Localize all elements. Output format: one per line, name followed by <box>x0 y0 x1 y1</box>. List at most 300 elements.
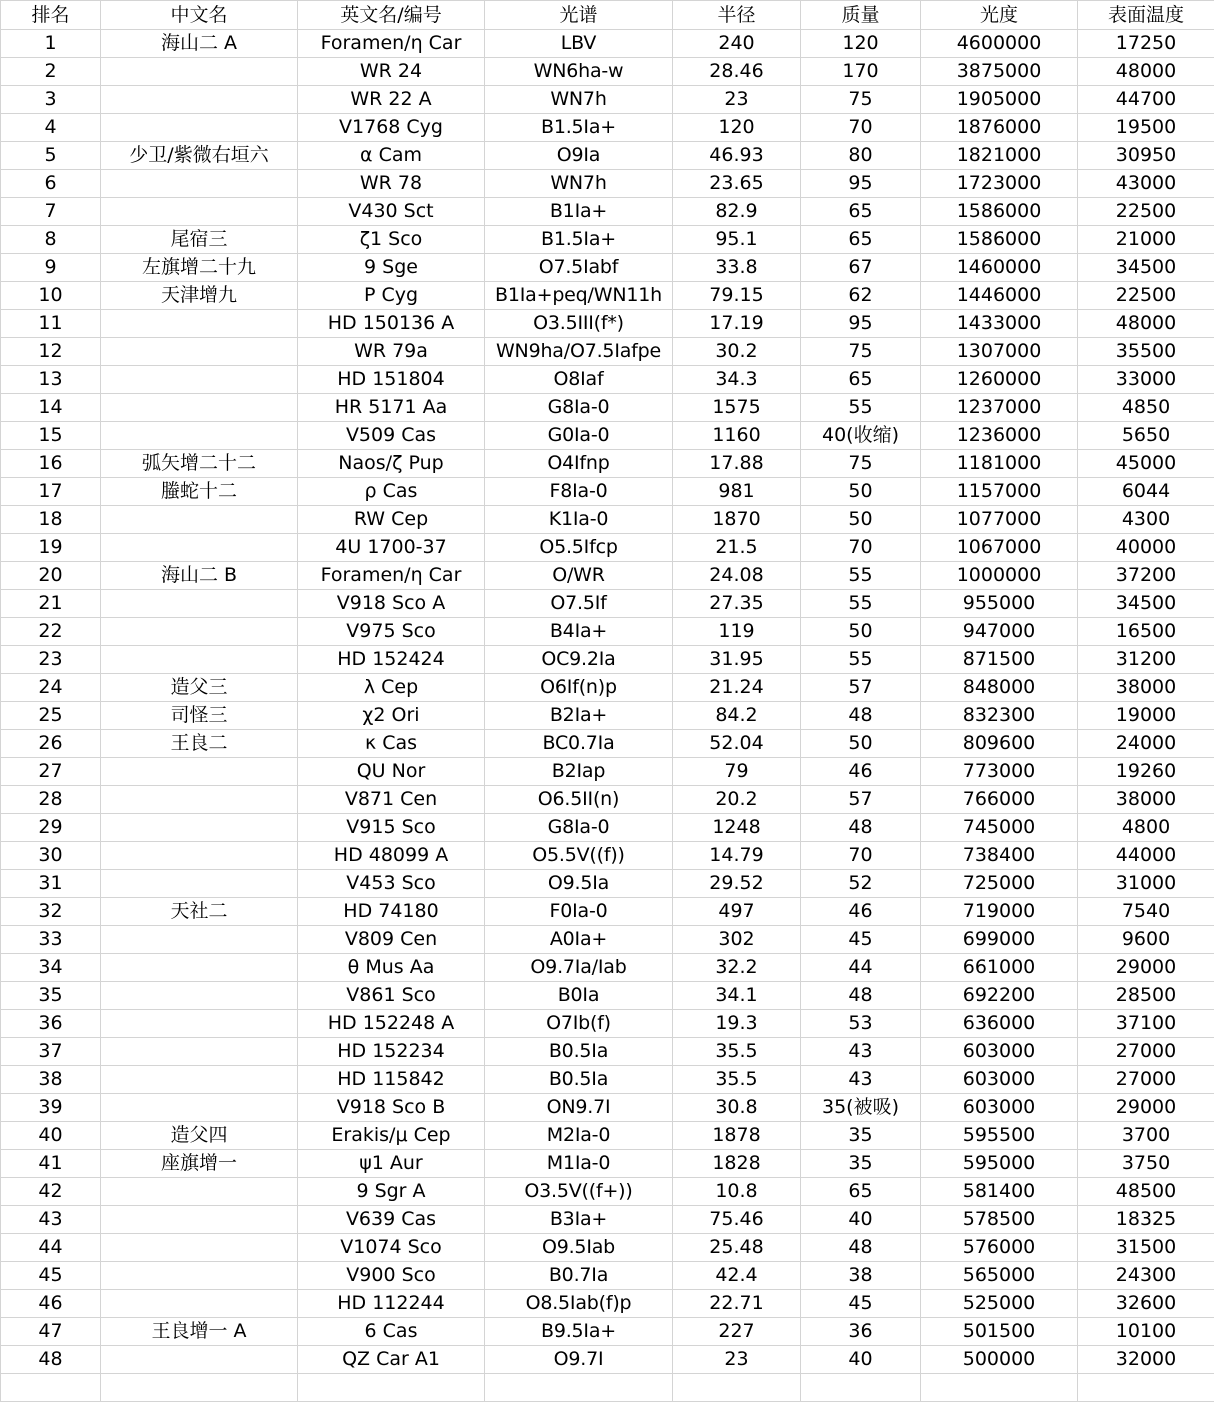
chinese-name-cell[interactable] <box>101 422 298 450</box>
header-chinese-name[interactable]: 中文名 <box>101 1 298 30</box>
luminosity-cell[interactable]: 955000 <box>921 590 1078 618</box>
temperature-cell[interactable]: 4800 <box>1078 814 1214 842</box>
mass-cell[interactable]: 35(被吸) <box>801 1094 921 1122</box>
luminosity-cell[interactable]: 1067000 <box>921 534 1078 562</box>
english-name-cell[interactable]: V918 Sco B <box>298 1094 485 1122</box>
english-name-cell[interactable]: V975 Sco <box>298 618 485 646</box>
chinese-name-cell[interactable] <box>101 394 298 422</box>
rank-cell[interactable]: 15 <box>1 422 101 450</box>
mass-cell[interactable]: 50 <box>801 478 921 506</box>
spectrum-cell[interactable]: G0Ia-0 <box>485 422 673 450</box>
rank-cell[interactable]: 30 <box>1 842 101 870</box>
chinese-name-cell[interactable] <box>101 1178 298 1206</box>
spectrum-cell[interactable]: O7.5Iabf <box>485 254 673 282</box>
mass-cell[interactable]: 43 <box>801 1038 921 1066</box>
rank-cell[interactable]: 8 <box>1 226 101 254</box>
luminosity-cell[interactable]: 766000 <box>921 786 1078 814</box>
chinese-name-cell[interactable]: 少卫/紫微右垣六 <box>101 142 298 170</box>
chinese-name-cell[interactable] <box>101 1010 298 1038</box>
chinese-name-cell[interactable] <box>101 366 298 394</box>
chinese-name-cell[interactable]: 左旗增二十九 <box>101 254 298 282</box>
rank-cell[interactable]: 34 <box>1 954 101 982</box>
mass-cell[interactable]: 55 <box>801 562 921 590</box>
rank-cell[interactable]: 33 <box>1 926 101 954</box>
luminosity-cell[interactable]: 595000 <box>921 1150 1078 1178</box>
spectrum-cell[interactable]: O9.5Ia <box>485 870 673 898</box>
english-name-cell[interactable]: HD 112244 <box>298 1290 485 1318</box>
radius-cell[interactable]: 240 <box>673 30 801 58</box>
temperature-cell[interactable]: 31000 <box>1078 870 1214 898</box>
luminosity-cell[interactable]: 1446000 <box>921 282 1078 310</box>
english-name-cell[interactable]: HD 151804 <box>298 366 485 394</box>
radius-cell[interactable]: 14.79 <box>673 842 801 870</box>
spectrum-cell[interactable]: B1.5Ia+ <box>485 226 673 254</box>
radius-cell[interactable]: 227 <box>673 1318 801 1346</box>
chinese-name-cell[interactable]: 天津增九 <box>101 282 298 310</box>
temperature-cell[interactable]: 19260 <box>1078 758 1214 786</box>
rank-cell[interactable]: 22 <box>1 618 101 646</box>
radius-cell[interactable]: 27.35 <box>673 590 801 618</box>
mass-cell[interactable]: 65 <box>801 1178 921 1206</box>
luminosity-cell[interactable]: 745000 <box>921 814 1078 842</box>
chinese-name-cell[interactable] <box>101 1346 298 1374</box>
english-name-cell[interactable]: QU Nor <box>298 758 485 786</box>
chinese-name-cell[interactable] <box>101 1066 298 1094</box>
rank-cell[interactable]: 43 <box>1 1206 101 1234</box>
spectrum-cell[interactable]: G8Ia-0 <box>485 814 673 842</box>
temperature-cell[interactable]: 30950 <box>1078 142 1214 170</box>
temperature-cell[interactable]: 3700 <box>1078 1122 1214 1150</box>
spectrum-cell[interactable]: B0.5Ia <box>485 1038 673 1066</box>
english-name-cell[interactable]: WR 24 <box>298 58 485 86</box>
mass-cell[interactable]: 55 <box>801 394 921 422</box>
radius-cell[interactable]: 34.1 <box>673 982 801 1010</box>
mass-cell[interactable]: 50 <box>801 730 921 758</box>
english-name-cell[interactable]: Naos/ζ Pup <box>298 450 485 478</box>
chinese-name-cell[interactable] <box>101 954 298 982</box>
mass-cell[interactable]: 55 <box>801 646 921 674</box>
rank-cell[interactable]: 12 <box>1 338 101 366</box>
english-name-cell[interactable]: HD 152424 <box>298 646 485 674</box>
chinese-name-cell[interactable] <box>101 534 298 562</box>
chinese-name-cell[interactable] <box>101 590 298 618</box>
temperature-cell[interactable]: 19000 <box>1078 702 1214 730</box>
english-name-cell[interactable]: HD 48099 A <box>298 842 485 870</box>
luminosity-cell[interactable]: 3875000 <box>921 58 1078 86</box>
rank-cell[interactable]: 10 <box>1 282 101 310</box>
rank-cell[interactable]: 4 <box>1 114 101 142</box>
english-name-cell[interactable]: HD 152248 A <box>298 1010 485 1038</box>
mass-cell[interactable]: 53 <box>801 1010 921 1038</box>
spectrum-cell[interactable]: O8.5Iab(f)p <box>485 1290 673 1318</box>
spectrum-cell[interactable]: O9.7Ia/Iab <box>485 954 673 982</box>
spectrum-cell[interactable]: K1Ia-0 <box>485 506 673 534</box>
temperature-cell[interactable]: 9600 <box>1078 926 1214 954</box>
spectrum-cell[interactable]: B1.5Ia+ <box>485 114 673 142</box>
temperature-cell[interactable]: 43000 <box>1078 170 1214 198</box>
chinese-name-cell[interactable]: 司怪三 <box>101 702 298 730</box>
chinese-name-cell[interactable] <box>101 506 298 534</box>
radius-cell[interactable]: 20.2 <box>673 786 801 814</box>
rank-cell[interactable]: 17 <box>1 478 101 506</box>
luminosity-cell[interactable]: 871500 <box>921 646 1078 674</box>
radius-cell[interactable]: 1160 <box>673 422 801 450</box>
temperature-cell[interactable]: 31500 <box>1078 1234 1214 1262</box>
mass-cell[interactable]: 48 <box>801 702 921 730</box>
temperature-cell[interactable]: 29000 <box>1078 1094 1214 1122</box>
empty-cell[interactable] <box>1078 1374 1214 1402</box>
radius-cell[interactable]: 35.5 <box>673 1066 801 1094</box>
rank-cell[interactable]: 44 <box>1 1234 101 1262</box>
chinese-name-cell[interactable] <box>101 618 298 646</box>
chinese-name-cell[interactable] <box>101 1234 298 1262</box>
chinese-name-cell[interactable] <box>101 170 298 198</box>
rank-cell[interactable]: 35 <box>1 982 101 1010</box>
radius-cell[interactable]: 1828 <box>673 1150 801 1178</box>
temperature-cell[interactable]: 24300 <box>1078 1262 1214 1290</box>
luminosity-cell[interactable]: 525000 <box>921 1290 1078 1318</box>
english-name-cell[interactable]: θ Mus Aa <box>298 954 485 982</box>
chinese-name-cell[interactable]: 天社二 <box>101 898 298 926</box>
mass-cell[interactable]: 65 <box>801 226 921 254</box>
mass-cell[interactable]: 65 <box>801 366 921 394</box>
rank-cell[interactable]: 20 <box>1 562 101 590</box>
temperature-cell[interactable]: 27000 <box>1078 1066 1214 1094</box>
radius-cell[interactable]: 1870 <box>673 506 801 534</box>
rank-cell[interactable]: 31 <box>1 870 101 898</box>
spectrum-cell[interactable]: O5.5V((f)) <box>485 842 673 870</box>
rank-cell[interactable]: 23 <box>1 646 101 674</box>
spectrum-cell[interactable]: O9.5Iab <box>485 1234 673 1262</box>
radius-cell[interactable]: 23.65 <box>673 170 801 198</box>
radius-cell[interactable]: 29.52 <box>673 870 801 898</box>
english-name-cell[interactable]: Foramen/η Car <box>298 562 485 590</box>
spectrum-cell[interactable]: B9.5Ia+ <box>485 1318 673 1346</box>
empty-cell[interactable] <box>801 1374 921 1402</box>
chinese-name-cell[interactable]: 王良增一 A <box>101 1318 298 1346</box>
header-mass[interactable]: 质量 <box>801 1 921 30</box>
mass-cell[interactable]: 40(收缩) <box>801 422 921 450</box>
spectrum-cell[interactable]: B2Ia+ <box>485 702 673 730</box>
mass-cell[interactable]: 35 <box>801 1122 921 1150</box>
temperature-cell[interactable]: 18325 <box>1078 1206 1214 1234</box>
mass-cell[interactable]: 46 <box>801 898 921 926</box>
mass-cell[interactable]: 48 <box>801 982 921 1010</box>
temperature-cell[interactable]: 27000 <box>1078 1038 1214 1066</box>
rank-cell[interactable]: 48 <box>1 1346 101 1374</box>
spectrum-cell[interactable]: B3Ia+ <box>485 1206 673 1234</box>
rank-cell[interactable]: 27 <box>1 758 101 786</box>
rank-cell[interactable]: 28 <box>1 786 101 814</box>
english-name-cell[interactable]: V430 Sct <box>298 198 485 226</box>
spectrum-cell[interactable]: BC0.7Ia <box>485 730 673 758</box>
rank-cell[interactable]: 1 <box>1 30 101 58</box>
temperature-cell[interactable]: 28500 <box>1078 982 1214 1010</box>
spectrum-cell[interactable]: O3.5III(f*) <box>485 310 673 338</box>
temperature-cell[interactable]: 4850 <box>1078 394 1214 422</box>
spectrum-cell[interactable]: O3.5V((f+)) <box>485 1178 673 1206</box>
luminosity-cell[interactable]: 947000 <box>921 618 1078 646</box>
luminosity-cell[interactable]: 1236000 <box>921 422 1078 450</box>
radius-cell[interactable]: 30.2 <box>673 338 801 366</box>
rank-cell[interactable]: 36 <box>1 1010 101 1038</box>
luminosity-cell[interactable]: 1237000 <box>921 394 1078 422</box>
rank-cell[interactable]: 13 <box>1 366 101 394</box>
spectrum-cell[interactable]: M1Ia-0 <box>485 1150 673 1178</box>
rank-cell[interactable]: 14 <box>1 394 101 422</box>
radius-cell[interactable]: 19.3 <box>673 1010 801 1038</box>
spectrum-cell[interactable]: O/WR <box>485 562 673 590</box>
mass-cell[interactable]: 57 <box>801 786 921 814</box>
luminosity-cell[interactable]: 1181000 <box>921 450 1078 478</box>
rank-cell[interactable]: 7 <box>1 198 101 226</box>
temperature-cell[interactable]: 32000 <box>1078 1346 1214 1374</box>
mass-cell[interactable]: 48 <box>801 814 921 842</box>
rank-cell[interactable]: 24 <box>1 674 101 702</box>
spectrum-cell[interactable]: O6If(n)p <box>485 674 673 702</box>
mass-cell[interactable]: 57 <box>801 674 921 702</box>
radius-cell[interactable]: 95.1 <box>673 226 801 254</box>
spectrum-cell[interactable]: B0.5Ia <box>485 1066 673 1094</box>
rank-cell[interactable]: 5 <box>1 142 101 170</box>
spectrum-cell[interactable]: WN9ha/O7.5Iafpe <box>485 338 673 366</box>
english-name-cell[interactable]: Erakis/μ Cep <box>298 1122 485 1150</box>
chinese-name-cell[interactable] <box>101 982 298 1010</box>
english-name-cell[interactable]: ρ Cas <box>298 478 485 506</box>
english-name-cell[interactable]: V861 Sco <box>298 982 485 1010</box>
spectrum-cell[interactable]: B1Ia+peq/WN11h <box>485 282 673 310</box>
rank-cell[interactable]: 21 <box>1 590 101 618</box>
english-name-cell[interactable]: V1074 Sco <box>298 1234 485 1262</box>
luminosity-cell[interactable]: 636000 <box>921 1010 1078 1038</box>
spectrum-cell[interactable]: ON9.7I <box>485 1094 673 1122</box>
luminosity-cell[interactable]: 1723000 <box>921 170 1078 198</box>
mass-cell[interactable]: 95 <box>801 170 921 198</box>
chinese-name-cell[interactable] <box>101 758 298 786</box>
spectrum-cell[interactable]: B0Ia <box>485 982 673 1010</box>
rank-cell[interactable]: 6 <box>1 170 101 198</box>
spectrum-cell[interactable]: O4Ifnp <box>485 450 673 478</box>
temperature-cell[interactable]: 38000 <box>1078 786 1214 814</box>
luminosity-cell[interactable]: 603000 <box>921 1094 1078 1122</box>
radius-cell[interactable]: 25.48 <box>673 1234 801 1262</box>
radius-cell[interactable]: 10.8 <box>673 1178 801 1206</box>
radius-cell[interactable]: 17.19 <box>673 310 801 338</box>
radius-cell[interactable]: 24.08 <box>673 562 801 590</box>
mass-cell[interactable]: 52 <box>801 870 921 898</box>
spectrum-cell[interactable]: WN7h <box>485 86 673 114</box>
mass-cell[interactable]: 70 <box>801 114 921 142</box>
temperature-cell[interactable]: 37200 <box>1078 562 1214 590</box>
luminosity-cell[interactable]: 1586000 <box>921 226 1078 254</box>
mass-cell[interactable]: 43 <box>801 1066 921 1094</box>
luminosity-cell[interactable]: 581400 <box>921 1178 1078 1206</box>
empty-cell[interactable] <box>298 1374 485 1402</box>
english-name-cell[interactable]: V639 Cas <box>298 1206 485 1234</box>
english-name-cell[interactable]: HD 150136 A <box>298 310 485 338</box>
radius-cell[interactable]: 1575 <box>673 394 801 422</box>
chinese-name-cell[interactable] <box>101 198 298 226</box>
mass-cell[interactable]: 55 <box>801 590 921 618</box>
luminosity-cell[interactable]: 738400 <box>921 842 1078 870</box>
chinese-name-cell[interactable] <box>101 842 298 870</box>
temperature-cell[interactable]: 45000 <box>1078 450 1214 478</box>
temperature-cell[interactable]: 4300 <box>1078 506 1214 534</box>
radius-cell[interactable]: 33.8 <box>673 254 801 282</box>
mass-cell[interactable]: 36 <box>801 1318 921 1346</box>
chinese-name-cell[interactable]: 螣蛇十二 <box>101 478 298 506</box>
english-name-cell[interactable]: V1768 Cyg <box>298 114 485 142</box>
spectrum-cell[interactable]: B2Iap <box>485 758 673 786</box>
mass-cell[interactable]: 120 <box>801 30 921 58</box>
radius-cell[interactable]: 1878 <box>673 1122 801 1150</box>
rank-cell[interactable]: 25 <box>1 702 101 730</box>
rank-cell[interactable]: 40 <box>1 1122 101 1150</box>
chinese-name-cell[interactable]: 座旗增一 <box>101 1150 298 1178</box>
radius-cell[interactable]: 84.2 <box>673 702 801 730</box>
luminosity-cell[interactable]: 576000 <box>921 1234 1078 1262</box>
english-name-cell[interactable]: ψ1 Aur <box>298 1150 485 1178</box>
radius-cell[interactable]: 82.9 <box>673 198 801 226</box>
luminosity-cell[interactable]: 848000 <box>921 674 1078 702</box>
spectrum-cell[interactable]: O8Iaf <box>485 366 673 394</box>
english-name-cell[interactable]: V809 Cen <box>298 926 485 954</box>
luminosity-cell[interactable]: 719000 <box>921 898 1078 926</box>
radius-cell[interactable]: 79.15 <box>673 282 801 310</box>
spectrum-cell[interactable]: OC9.2Ia <box>485 646 673 674</box>
luminosity-cell[interactable]: 1905000 <box>921 86 1078 114</box>
luminosity-cell[interactable]: 661000 <box>921 954 1078 982</box>
luminosity-cell[interactable]: 1821000 <box>921 142 1078 170</box>
english-name-cell[interactable]: 9 Sgr A <box>298 1178 485 1206</box>
radius-cell[interactable]: 42.4 <box>673 1262 801 1290</box>
spectrum-cell[interactable]: O7Ib(f) <box>485 1010 673 1038</box>
rank-cell[interactable]: 37 <box>1 1038 101 1066</box>
header-luminosity[interactable]: 光度 <box>921 1 1078 30</box>
chinese-name-cell[interactable]: 海山二 B <box>101 562 298 590</box>
radius-cell[interactable]: 32.2 <box>673 954 801 982</box>
spectrum-cell[interactable]: B0.7Ia <box>485 1262 673 1290</box>
mass-cell[interactable]: 50 <box>801 618 921 646</box>
chinese-name-cell[interactable] <box>101 786 298 814</box>
mass-cell[interactable]: 35 <box>801 1150 921 1178</box>
radius-cell[interactable]: 75.46 <box>673 1206 801 1234</box>
mass-cell[interactable]: 44 <box>801 954 921 982</box>
temperature-cell[interactable]: 35500 <box>1078 338 1214 366</box>
radius-cell[interactable]: 31.95 <box>673 646 801 674</box>
radius-cell[interactable]: 497 <box>673 898 801 926</box>
rank-cell[interactable]: 9 <box>1 254 101 282</box>
rank-cell[interactable]: 32 <box>1 898 101 926</box>
english-name-cell[interactable]: κ Cas <box>298 730 485 758</box>
temperature-cell[interactable]: 44000 <box>1078 842 1214 870</box>
mass-cell[interactable]: 80 <box>801 142 921 170</box>
spectrum-cell[interactable]: O7.5If <box>485 590 673 618</box>
rank-cell[interactable]: 46 <box>1 1290 101 1318</box>
rank-cell[interactable]: 42 <box>1 1178 101 1206</box>
chinese-name-cell[interactable]: 弧矢增二十二 <box>101 450 298 478</box>
rank-cell[interactable]: 16 <box>1 450 101 478</box>
english-name-cell[interactable]: V871 Cen <box>298 786 485 814</box>
spectrum-cell[interactable]: M2Ia-0 <box>485 1122 673 1150</box>
temperature-cell[interactable]: 40000 <box>1078 534 1214 562</box>
mass-cell[interactable]: 70 <box>801 534 921 562</box>
mass-cell[interactable]: 45 <box>801 926 921 954</box>
luminosity-cell[interactable]: 773000 <box>921 758 1078 786</box>
mass-cell[interactable]: 46 <box>801 758 921 786</box>
english-name-cell[interactable]: WR 79a <box>298 338 485 366</box>
english-name-cell[interactable]: Foramen/η Car <box>298 30 485 58</box>
spectrum-cell[interactable]: F0Ia-0 <box>485 898 673 926</box>
english-name-cell[interactable]: V918 Sco A <box>298 590 485 618</box>
english-name-cell[interactable]: HD 74180 <box>298 898 485 926</box>
spectrum-cell[interactable]: LBV <box>485 30 673 58</box>
temperature-cell[interactable]: 37100 <box>1078 1010 1214 1038</box>
luminosity-cell[interactable]: 832300 <box>921 702 1078 730</box>
english-name-cell[interactable]: WR 78 <box>298 170 485 198</box>
temperature-cell[interactable]: 44700 <box>1078 86 1214 114</box>
spectrum-cell[interactable]: O9Ia <box>485 142 673 170</box>
spectrum-cell[interactable]: G8Ia-0 <box>485 394 673 422</box>
english-name-cell[interactable]: HD 152234 <box>298 1038 485 1066</box>
temperature-cell[interactable]: 29000 <box>1078 954 1214 982</box>
english-name-cell[interactable]: 4U 1700-37 <box>298 534 485 562</box>
temperature-cell[interactable]: 21000 <box>1078 226 1214 254</box>
luminosity-cell[interactable]: 699000 <box>921 926 1078 954</box>
radius-cell[interactable]: 119 <box>673 618 801 646</box>
luminosity-cell[interactable]: 1307000 <box>921 338 1078 366</box>
english-name-cell[interactable]: 9 Sge <box>298 254 485 282</box>
luminosity-cell[interactable]: 500000 <box>921 1346 1078 1374</box>
chinese-name-cell[interactable]: 海山二 A <box>101 30 298 58</box>
rank-cell[interactable]: 11 <box>1 310 101 338</box>
spectrum-cell[interactable]: WN7h <box>485 170 673 198</box>
header-spectrum[interactable]: 光谱 <box>485 1 673 30</box>
spectrum-cell[interactable]: B4Ia+ <box>485 618 673 646</box>
temperature-cell[interactable]: 48000 <box>1078 310 1214 338</box>
mass-cell[interactable]: 75 <box>801 86 921 114</box>
temperature-cell[interactable]: 31200 <box>1078 646 1214 674</box>
spectrum-cell[interactable]: B1Ia+ <box>485 198 673 226</box>
english-name-cell[interactable]: V900 Sco <box>298 1262 485 1290</box>
temperature-cell[interactable]: 10100 <box>1078 1318 1214 1346</box>
temperature-cell[interactable]: 7540 <box>1078 898 1214 926</box>
english-name-cell[interactable]: HR 5171 Aa <box>298 394 485 422</box>
empty-cell[interactable] <box>921 1374 1078 1402</box>
temperature-cell[interactable]: 17250 <box>1078 30 1214 58</box>
chinese-name-cell[interactable] <box>101 1038 298 1066</box>
chinese-name-cell[interactable]: 造父三 <box>101 674 298 702</box>
radius-cell[interactable]: 34.3 <box>673 366 801 394</box>
radius-cell[interactable]: 52.04 <box>673 730 801 758</box>
english-name-cell[interactable]: V453 Sco <box>298 870 485 898</box>
chinese-name-cell[interactable] <box>101 86 298 114</box>
spectrum-cell[interactable]: WN6ha-w <box>485 58 673 86</box>
luminosity-cell[interactable]: 1433000 <box>921 310 1078 338</box>
rank-cell[interactable]: 18 <box>1 506 101 534</box>
english-name-cell[interactable]: ζ1 Sco <box>298 226 485 254</box>
english-name-cell[interactable]: HD 115842 <box>298 1066 485 1094</box>
radius-cell[interactable]: 21.5 <box>673 534 801 562</box>
mass-cell[interactable]: 38 <box>801 1262 921 1290</box>
temperature-cell[interactable]: 22500 <box>1078 282 1214 310</box>
radius-cell[interactable]: 17.88 <box>673 450 801 478</box>
luminosity-cell[interactable]: 725000 <box>921 870 1078 898</box>
luminosity-cell[interactable]: 4600000 <box>921 30 1078 58</box>
english-name-cell[interactable]: χ2 Ori <box>298 702 485 730</box>
luminosity-cell[interactable]: 1157000 <box>921 478 1078 506</box>
mass-cell[interactable]: 62 <box>801 282 921 310</box>
